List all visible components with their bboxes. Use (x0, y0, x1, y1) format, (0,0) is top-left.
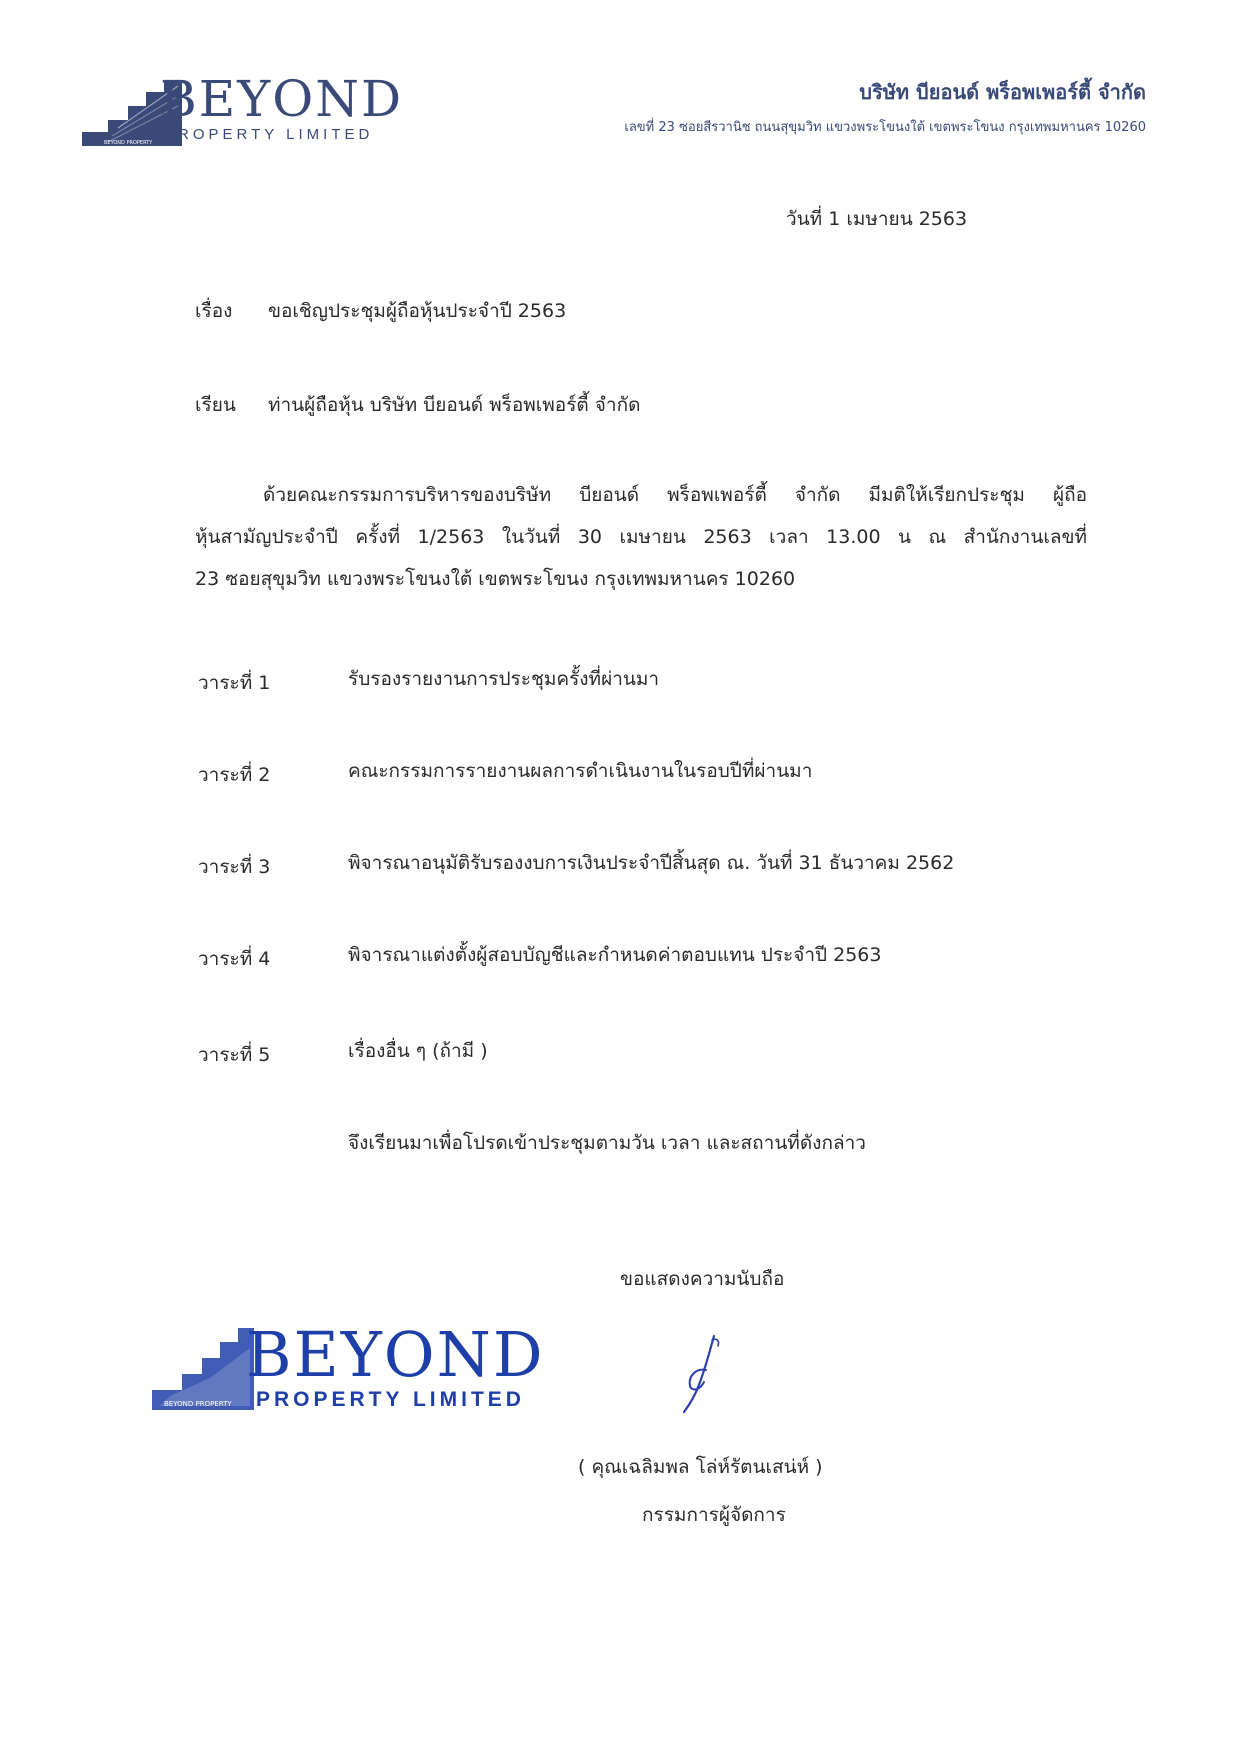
subject-label: เรื่อง (195, 300, 233, 322)
company-name: บริษัท บียอนด์ พร็อพเพอร์ตี้ จำกัด (859, 80, 1146, 104)
company-address: เลขที่ 23 ซอยสีรวานิช ถนนสุขุมวิท แขวงพระโขนงใต้ เขตพระโขนง กรุงเทพมหานคร 10260 (624, 120, 1146, 135)
body-line: 23 ซอยสุขุมวิท แขวงพระโขนงใต้ เขตพระโขนง กรุงเทพมหานคร 10260 (195, 568, 796, 590)
stamp-wordmark: BEYOND (246, 1318, 545, 1391)
logo-wordmark: BEYOND (160, 70, 404, 128)
company-logo (78, 70, 418, 150)
letter-date: วันที่ 1 เมษายน 2563 (786, 208, 968, 230)
agenda-label: วาระที่ 3 (198, 856, 271, 878)
signature-mark (676, 1330, 736, 1420)
agenda-text: พิจารณาอนุมัติรับรองงบการเงินประจำปีสิ้นสุด ณ. วันที่ 31 ธันวาคม 2562 (348, 852, 955, 874)
stamp-subtitle: PROPERTY LIMITED (256, 1388, 525, 1411)
agenda-label: วาระที่ 4 (198, 948, 271, 970)
agenda-label: วาระที่ 5 (198, 1044, 271, 1066)
body-line: หุ้นสามัญประจำปี ครั้งที่ 1/2563 ในวันที่ 30 เมษายน 2563 เวลา 13.00 น ณ สำนักงานเลขที่ (195, 526, 1087, 548)
agenda-text: พิจารณาแต่งตั้งผู้สอบบัญชีและกำหนดค่าตอบแทน ประจำปี 2563 (348, 944, 882, 966)
regards-text: ขอแสดงความนับถือ (620, 1268, 785, 1290)
signatory-name: ( คุณเฉลิมพล โล่ห์รัตนเสน่ห์ ) (578, 1456, 823, 1478)
agenda-label: วาระที่ 1 (198, 672, 271, 694)
recipient-label: เรียน (195, 394, 236, 416)
logo-tiny-text: BEYOND PROPERTY (104, 140, 153, 146)
agenda-text: เรื่องอื่น ๆ (ถ้ามี ) (348, 1040, 488, 1062)
closing-text: จึงเรียนมาเพื่อโปรดเข้าประชุมตามวัน เวลา และสถานที่ดังกล่าว (348, 1132, 866, 1154)
recipient-text: ท่านผู้ถือหุ้น บริษัท บียอนด์ พร็อพเพอร์ตี้ จำกัด (268, 394, 641, 416)
agenda-text: รับรองรายงานการประชุมครั้งที่ผ่านมา (348, 668, 660, 690)
subject-text: ขอเชิญประชุมผู้ถือหุ้นประจำปี 2563 (268, 300, 567, 322)
agenda-label: วาระที่ 2 (198, 764, 271, 786)
agenda-text: คณะกรรมการรายงานผลการดำเนินงานในรอบปีที่ผ่านมา (348, 760, 813, 782)
stamp-tiny-text: BEYOND PROPERTY (164, 1400, 232, 1408)
body-paragraph (195, 474, 1087, 600)
logo-subtitle: PROPERTY LIMITED (164, 126, 374, 143)
body-line: ด้วยคณะกรรมการบริหารของบริษัท บียอนด์ พร็อพเพอร์ตี้ จำกัด มีมติให้เรียกประชุม ผู้ถือ (263, 484, 1087, 506)
stamp-building-mark (150, 1318, 260, 1418)
company-stamp (150, 1318, 570, 1418)
signatory-title: กรรมการผู้จัดการ (642, 1504, 786, 1526)
